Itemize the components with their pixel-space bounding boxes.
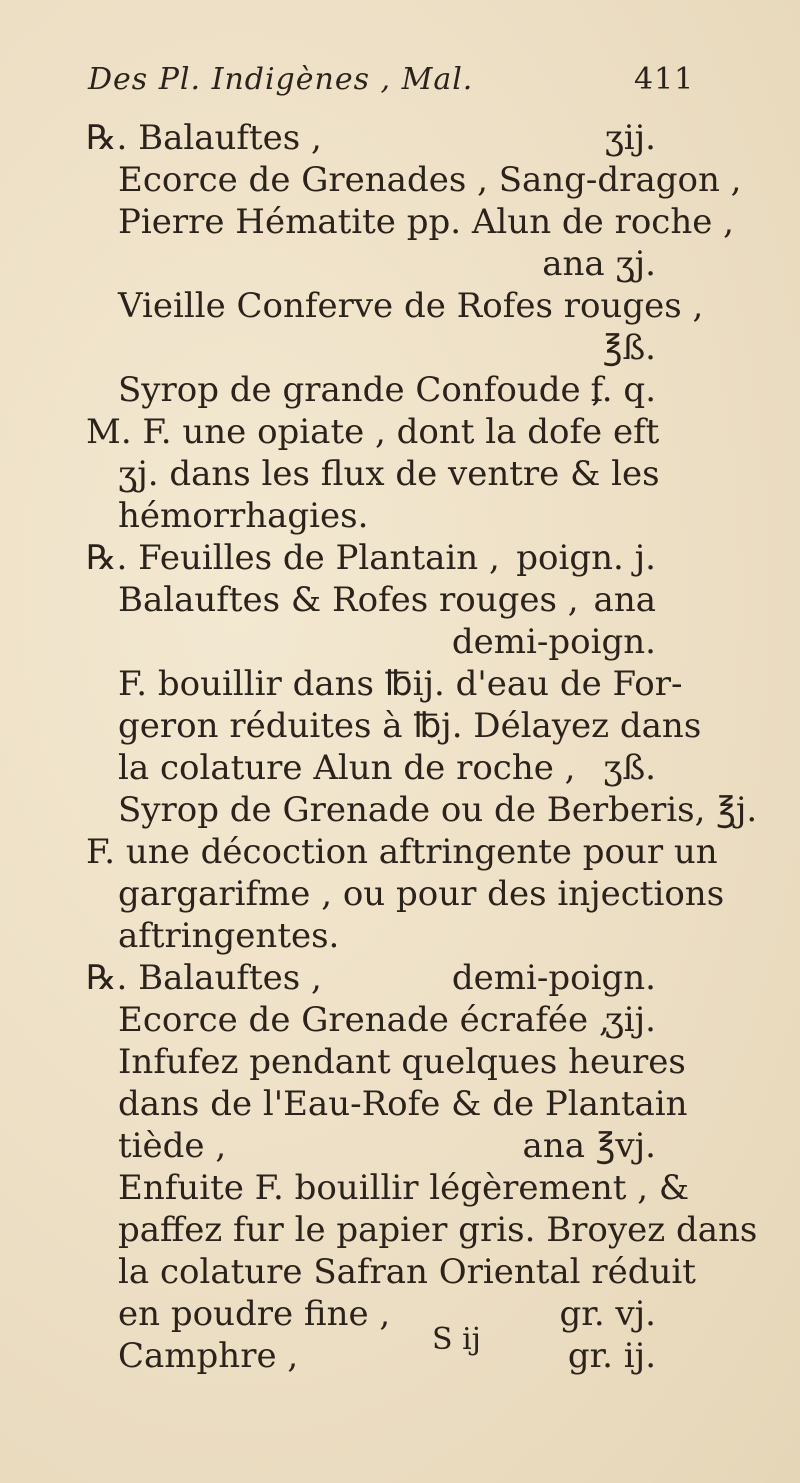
line-text: Balauftes & Rofes rouges ,	[118, 580, 579, 620]
line-quantity: gr. vj.	[559, 1294, 656, 1334]
line-quantity: ana ʒj.	[542, 244, 656, 284]
line-text: gargarifme , ou pour des injections	[118, 874, 725, 914]
line-text: F. une décoction aftringente pour un	[86, 832, 718, 872]
line-quantity: ʒß.	[603, 748, 656, 788]
line-quantity: ℥ß.	[602, 328, 656, 368]
line-text: Syrop de Grenade ou de Berberis, ℥j.	[118, 790, 758, 830]
line-text: Syrop de grande Confoude ,	[118, 370, 603, 410]
line-quantity: ana ℥vj.	[522, 1126, 656, 1166]
line-quantity: ʒij.	[604, 1000, 656, 1040]
line-text: Camphre ,	[118, 1336, 299, 1376]
line-text: F. bouillir dans ℔ij. d'eau de For-	[118, 664, 683, 704]
line-text: Enfuite F. bouillir légèrement , &	[118, 1168, 690, 1208]
line-quantity: gr. ij.	[567, 1336, 656, 1376]
line-text: hémorrhagies.	[118, 496, 369, 536]
line-text: Ecorce de Grenades , Sang-dragon ,	[118, 160, 742, 200]
line-text: Infufez pendant quelques heures	[118, 1042, 686, 1082]
signature-mark: S ij	[432, 1322, 481, 1357]
line-quantity: ʒij.	[604, 118, 656, 158]
line-text: tiède ,	[118, 1126, 227, 1166]
line-text: M. F. une opiate , dont la dofe eft	[86, 412, 660, 452]
page-number: 411	[634, 62, 695, 97]
line-text: Ecorce de Grenade écrafée ,	[118, 1000, 610, 1040]
line-text: aftringentes.	[118, 916, 340, 956]
line-text: ʒj. dans les flux de ventre & les	[118, 454, 660, 494]
line-text: la colature Safran Oriental réduit	[118, 1252, 696, 1292]
line-text: ℞. Balauftes ,	[86, 958, 322, 998]
line-quantity: demi-poign.	[451, 958, 656, 998]
running-header	[88, 62, 695, 106]
line-quantity: demi-poign.	[451, 622, 656, 662]
line-quantity: poign. j.	[516, 538, 656, 578]
line-text: Vieille Conferve de Rofes rouges ,	[118, 286, 704, 326]
line-text: ℞. Feuilles de Plantain ,	[86, 538, 500, 578]
line-text: en poudre fine ,	[118, 1294, 391, 1334]
line-text: paffez fur le papier gris. Broyez dans	[118, 1210, 758, 1250]
line-text: Pierre Hématite pp. Alun de roche ,	[118, 202, 734, 242]
line-text: ℞. Balauftes ,	[86, 118, 322, 158]
line-text: la colature Alun de roche ,	[118, 748, 576, 788]
running-title: Des Pl. Indigènes , Mal.	[88, 62, 474, 97]
line-text: dans de l'Eau-Rofe & de Plantain	[118, 1084, 688, 1124]
line-quantity: ana	[593, 580, 656, 620]
line-quantity: f. q.	[590, 370, 656, 410]
line-text: geron réduites à ℔j. Délayez dans	[118, 706, 702, 746]
